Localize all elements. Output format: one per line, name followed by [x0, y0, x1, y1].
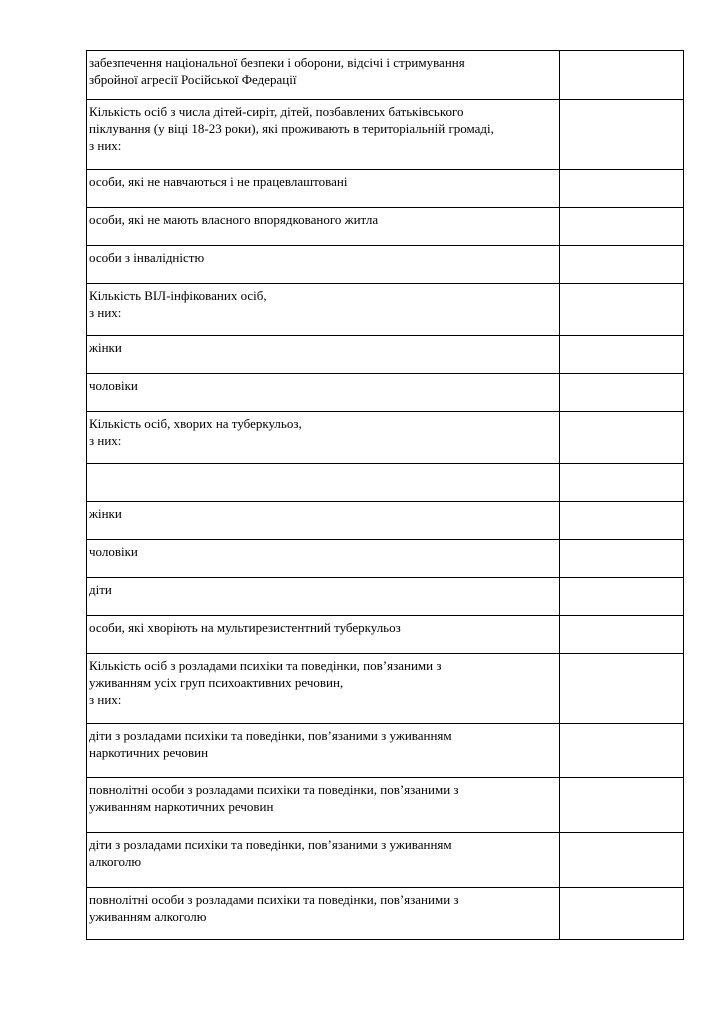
row-label: Кількість осіб, хворих на туберкульоз, з них: [89, 416, 302, 448]
row-label: Кількість осіб з розладами психіки та поведінки, пов’язаними з уживанням усіх груп психоактивних речовин, з них: [89, 658, 442, 707]
table-row [87, 654, 684, 724]
row-value [562, 654, 681, 657]
row-label-cell [87, 540, 560, 578]
row-label: діти з розладами психіки та поведінки, пов’язаними з уживанням алкоголю [89, 837, 452, 869]
row-value-cell [560, 284, 684, 336]
row-label: чоловіки [89, 378, 138, 393]
row-label-cell [87, 578, 560, 616]
row-value-cell [560, 778, 684, 833]
table-row [87, 616, 684, 654]
table-row [87, 208, 684, 246]
row-label-cell [87, 502, 560, 540]
row-label-cell [87, 464, 560, 502]
table-row [87, 724, 684, 778]
row-label: забезпечення національної безпеки і оборони, відсічі і стримування збройної агресії Російської Федерації [89, 55, 465, 87]
table-row [87, 336, 684, 374]
row-value [562, 888, 681, 891]
row-label [89, 464, 557, 467]
row-value [562, 208, 681, 211]
row-label-cell [87, 100, 560, 170]
row-value [562, 336, 681, 339]
row-value-cell [560, 464, 684, 502]
table-row [87, 778, 684, 833]
row-value-cell [560, 170, 684, 208]
row-label: особи, які не мають власного впорядкованого житла [89, 212, 379, 227]
row-value [562, 170, 681, 173]
row-value [562, 412, 681, 415]
row-label-cell [87, 374, 560, 412]
table-body [87, 51, 684, 940]
row-value [562, 724, 681, 727]
row-value-cell [560, 502, 684, 540]
row-label-cell [87, 246, 560, 284]
row-value [562, 540, 681, 543]
table-row [87, 464, 684, 502]
row-label: особи, які хворіють на мультирезистентний туберкульоз [89, 620, 401, 635]
table-row [87, 374, 684, 412]
table-row [87, 412, 684, 464]
row-label-cell [87, 336, 560, 374]
row-value-cell [560, 654, 684, 724]
row-label: Кількість осіб з числа дітей-сиріт, дітей, позбавлених батьківського піклування (у віці 18-23 роки), які проживають в територіальній громаді, з них: [89, 104, 494, 153]
row-label-cell [87, 654, 560, 724]
row-value-cell [560, 888, 684, 940]
row-value [562, 502, 681, 505]
row-label: Кількість ВІЛ-інфікованих осіб, з них: [89, 288, 267, 320]
table-row [87, 540, 684, 578]
row-value-cell [560, 412, 684, 464]
row-label: повнолітні особи з розладами психіки та поведінки, пов’язаними з уживанням наркотичних речовин [89, 782, 459, 814]
row-value-cell [560, 336, 684, 374]
row-label-cell [87, 616, 560, 654]
row-label-cell [87, 208, 560, 246]
row-label-cell [87, 724, 560, 778]
row-value-cell [560, 833, 684, 888]
row-value-cell [560, 540, 684, 578]
table-row [87, 833, 684, 888]
row-value [562, 833, 681, 836]
row-label-cell [87, 170, 560, 208]
row-label: чоловіки [89, 544, 138, 559]
row-label-cell [87, 51, 560, 100]
data-table [86, 50, 684, 940]
row-label-cell [87, 284, 560, 336]
table-row [87, 284, 684, 336]
table-row [87, 100, 684, 170]
row-label-cell [87, 888, 560, 940]
row-value [562, 616, 681, 619]
row-value-cell [560, 51, 684, 100]
row-value [562, 100, 681, 103]
row-label-cell [87, 412, 560, 464]
row-value [562, 578, 681, 581]
row-label: жінки [89, 340, 122, 355]
row-value-cell [560, 578, 684, 616]
table-row [87, 502, 684, 540]
row-label: діти з розладами психіки та поведінки, пов’язаними з уживанням наркотичних речовин [89, 728, 452, 760]
row-label: особи з інвалідністю [89, 250, 205, 265]
table-row [87, 170, 684, 208]
row-value-cell [560, 724, 684, 778]
row-value-cell [560, 616, 684, 654]
table-row [87, 888, 684, 940]
row-value [562, 284, 681, 287]
row-value [562, 246, 681, 249]
table-row [87, 51, 684, 100]
row-value-cell [560, 100, 684, 170]
row-value-cell [560, 374, 684, 412]
row-label: жінки [89, 506, 122, 521]
row-label: особи, які не навчаються і не працевлаштовані [89, 174, 348, 189]
row-value [562, 464, 681, 467]
table-row [87, 246, 684, 284]
table-row [87, 578, 684, 616]
row-value [562, 778, 681, 781]
row-label-cell [87, 778, 560, 833]
row-value [562, 374, 681, 377]
row-value-cell [560, 246, 684, 284]
row-label: повнолітні особи з розладами психіки та поведінки, пов’язаними з уживанням алкоголю [89, 892, 459, 924]
row-value-cell [560, 208, 684, 246]
row-label: діти [89, 582, 112, 597]
row-value [562, 51, 681, 54]
row-label-cell [87, 833, 560, 888]
